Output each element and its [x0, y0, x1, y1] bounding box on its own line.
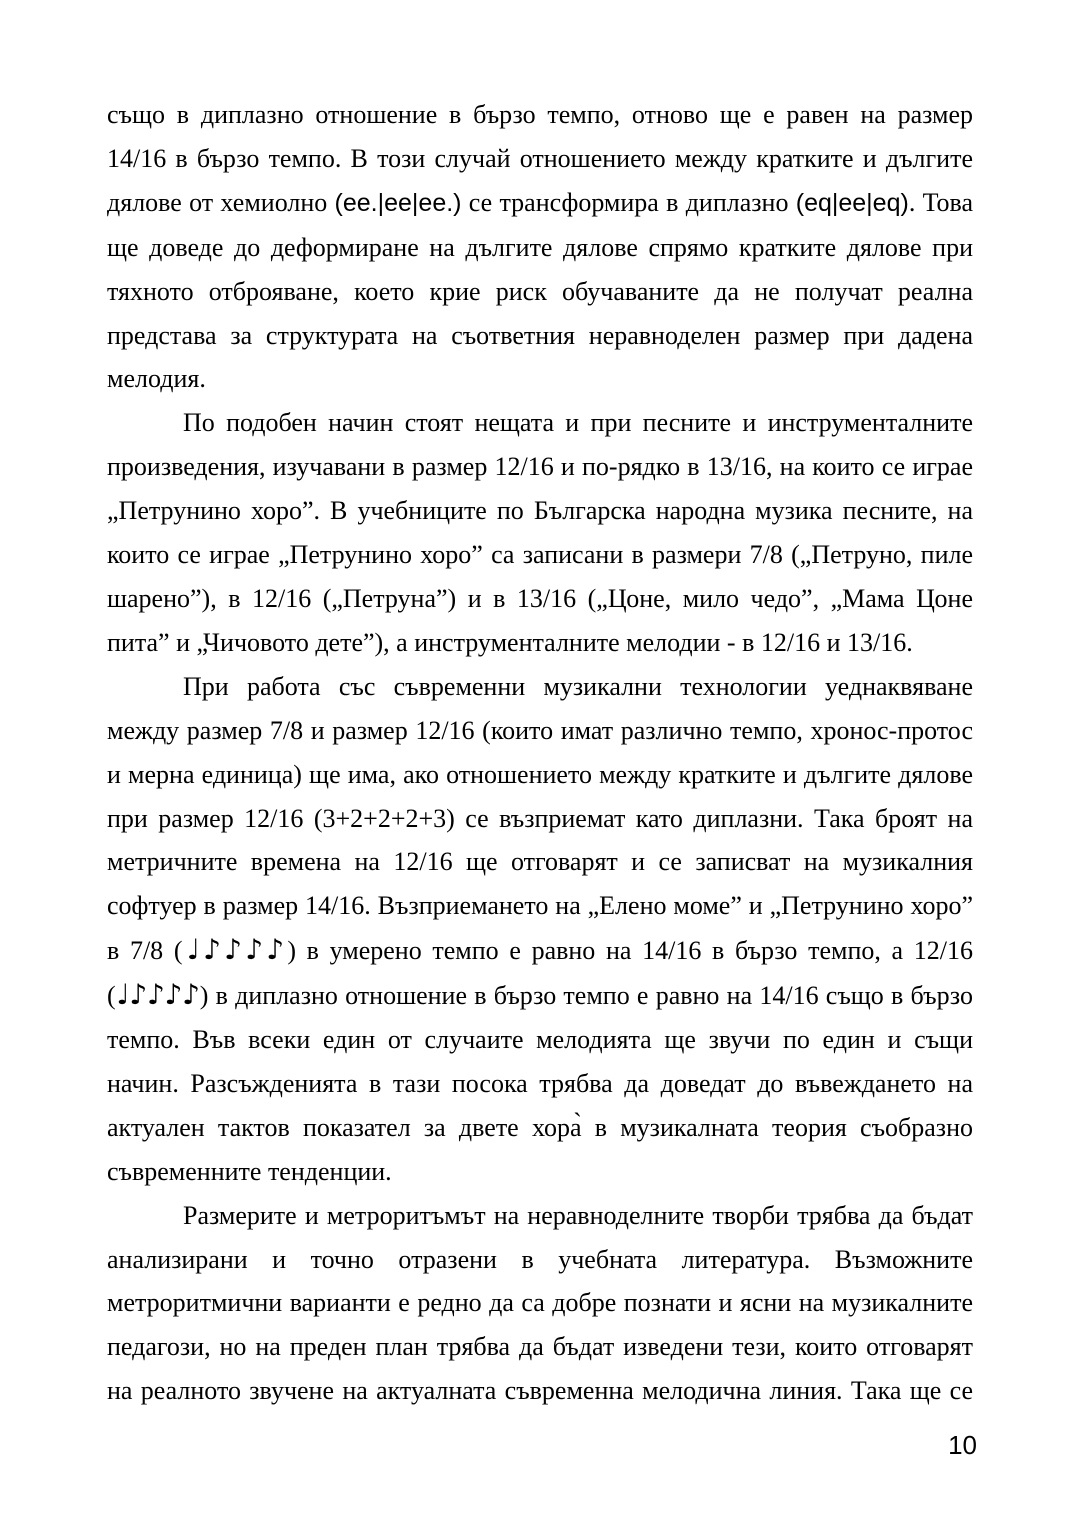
text-run: ) в диплазно отношение в бързо темпо е равно на 14/16 също в бързо темпо. Във всеки един от случаите мелодията ще звучи по един и същи начин. Разсъжденията в тази посока трябва да доведат до въвеждането на актуален тактов показател за двете хора̀ в музикалната теория съобразно съвременните тенденции. [107, 981, 974, 1186]
text-run: също в диплазно отношение в бързо темпо, отново ще е равен на размер 14/16 в бързо темпо. В този случай отношението между кратките и дългите дялове от хемиолно [107, 100, 973, 217]
text-run: . Това ще доведе до деформиране на дългите дялове спрямо кратките дялове при тяхното отброяване, което крие риск обучаваните да не получат реална представа за структурата на съответния неравноделен размер при дадена мелодия. [107, 187, 974, 394]
paragraph [107, 93, 973, 401]
text-run: При работа със съвременни музикални технологии уеднаквяване между размер 7/8 и размер 12/16 (които имат различно темпо, хронос-протос и мерна единица) ще има, ако отношението между кратките и дългите дялове при размер 12/16 (3+2+2+2+3) се възприемат като диплазни. Така броят на метричните времена на 12/16 ще отговарят и се записват на музикалния софтуер в размер 14/16. Възприемането на „Елено моме” и „Петрунино хоро” в 7/8 ( [107, 671, 973, 966]
text-run: Размерите и метроритъмът на неравноделните творби трябва да бъдат анализирани и точно отразени в учебната литература. Възможните метроритмични варианти е редно да са добре познати и ясни на музикалните педагози, но на преден план трябва да бъдат изведени тези, които отговарят на реалното звучене на актуалната съвременна мелодична линия. Така ще се [107, 1200, 973, 1406]
document-body [107, 93, 973, 1413]
page-number: 10 [948, 1430, 977, 1460]
paragraph [107, 401, 973, 664]
text-run: ) в умерено темпо е равно на 14/16 в бързо темпо, а 12/16 ( [107, 936, 974, 1011]
text-run: се трансформира в диплазно [461, 187, 796, 217]
music-notes: ♩♪♪♪♪ [115, 978, 200, 1012]
paragraph [107, 1194, 973, 1414]
music-notes: ♩♪♪♪♪ [182, 933, 288, 967]
text-run: По подобен начин стоят нещата и при песните и инструменталните произведения, изучавани в размер 12/16 и по-рядко в 13/16, на които се играе „Петрунино хоро”. В учебниците по Българска народна музика песните, на които се играе „Петрунино хоро” са записани в размери 7/8 („Петруно, пиле шарено”), в 12/16 („Петруна”) и в 13/16 („Цоне, мило чедо”, „Мама Цоне пита” и „Чичовото дете”), а инструменталните мелодии - в 12/16 и 13/16. [107, 408, 973, 657]
duration-notation: (eq|ee|eq) [795, 188, 909, 217]
duration-notation: (ee.|ee|ee.) [334, 188, 462, 217]
paragraph [107, 665, 973, 1194]
